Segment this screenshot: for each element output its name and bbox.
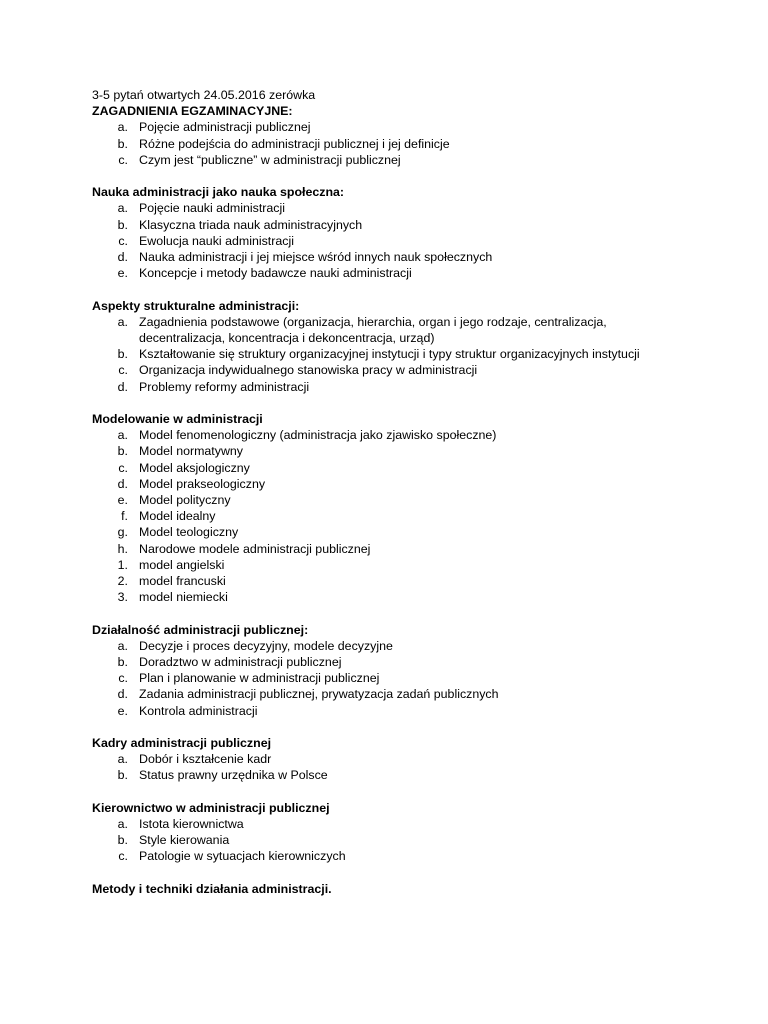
list-item <box>92 508 732 524</box>
list-marker: 2. <box>117 574 128 589</box>
list-item-text: model francuski <box>139 574 226 589</box>
list-marker: d. <box>117 250 128 265</box>
list-item-text: Model idealny <box>139 509 216 524</box>
list-item <box>92 573 732 589</box>
list-item <box>92 249 732 265</box>
list-item-text: Patologie w sytuacjach kierowniczych <box>139 849 346 864</box>
list-item-text: Organizacja indywidualnego stanowiska pracy w administracji <box>139 363 478 378</box>
list-item <box>92 152 732 168</box>
list-item-text: Różne podejścia do administracji publicznej i jej definicje <box>139 136 450 151</box>
list-item <box>92 136 732 152</box>
list-item <box>92 767 732 783</box>
list-item-text: Model aksjologiczny <box>139 460 250 475</box>
list-item <box>92 686 732 702</box>
list-item <box>92 751 732 767</box>
section-title: Metody i techniki działania administracji. <box>92 881 332 896</box>
list-marker: a. <box>117 638 128 653</box>
list-item-text: Doradztwo w administracji publicznej <box>139 655 342 670</box>
list-item <box>92 848 732 864</box>
list-item-text: model angielski <box>139 557 225 572</box>
list-item-text: Model prakseologiczny <box>139 476 266 491</box>
list-item <box>92 654 732 670</box>
list-item-text: Pojęcie administracji publicznej <box>139 120 311 135</box>
list-marker: b. <box>117 217 128 232</box>
list-marker: h. <box>117 541 128 556</box>
list-item-text: Klasyczna triada nauk administracyjnych <box>139 217 363 232</box>
list-marker: d. <box>117 379 128 394</box>
list-marker: a. <box>117 817 128 832</box>
section-nauka-administracji <box>92 184 732 281</box>
list-marker: a. <box>117 752 128 767</box>
list-marker: b. <box>117 833 128 848</box>
section-dzialalnosc <box>92 622 732 719</box>
list-item <box>92 476 732 492</box>
list-marker: e. <box>117 493 128 508</box>
list-marker: c. <box>118 671 128 686</box>
list-item <box>92 460 732 476</box>
list-marker: b. <box>117 136 128 151</box>
list-marker: c. <box>118 849 128 864</box>
list-marker: c. <box>118 363 128 378</box>
list-item-text: Zagadnienia podstawowe (organizacja, hierarchia, organ i jego rodzaje, centralizacja, <box>139 314 607 329</box>
list-item <box>92 492 732 508</box>
list-item <box>92 362 732 378</box>
list-item-text: Istota kierownictwa <box>139 817 244 832</box>
list-item-text: Kształtowanie się struktury organizacyjnej instytucji i typy struktur organizacyjnych instytucji <box>139 347 640 362</box>
list-item <box>92 314 732 346</box>
list-marker: c. <box>118 152 128 167</box>
list-marker: a. <box>117 314 128 329</box>
list-marker: e. <box>117 266 128 281</box>
list-item <box>92 217 732 233</box>
list-item-text: Pojęcie nauki administracji <box>139 201 286 216</box>
list-item <box>92 703 732 719</box>
section-title: Kierownictwo w administracji publicznej <box>92 800 330 815</box>
exam-topics-heading: ZAGADNIENIA EGZAMINACYJNE: <box>92 104 293 119</box>
list-marker: a. <box>117 201 128 216</box>
list-item-text: Model normatywny <box>139 444 243 459</box>
list-item-text: Decyzje i proces decyzyjny, modele decyzyjne <box>139 638 393 653</box>
list-marker: d. <box>117 476 128 491</box>
list-item-text: Koncepcje i metody badawcze nauki administracji <box>139 266 412 281</box>
list-marker: f. <box>121 509 128 524</box>
section-metody <box>92 881 732 897</box>
list-item <box>92 200 732 216</box>
list-item <box>92 265 732 281</box>
list-item-text: Dobór i kształcenie kadr <box>139 752 272 767</box>
list-item-text: Model polityczny <box>139 493 231 508</box>
list-item-text: Zadania administracji publicznej, prywatyzacja zadań publicznych <box>139 687 499 702</box>
list-item-text: Model fenomenologiczny (administracja jako zjawisko społeczne) <box>139 428 497 443</box>
list-item-text: Status prawny urzędnika w Polsce <box>139 768 328 783</box>
list-item-text-continuation: decentralizacja, koncentracja i dekoncentracja, urząd) <box>139 331 435 346</box>
list-item-text: Narodowe modele administracji publicznej <box>139 541 371 556</box>
list-item-text: Czym jest “publiczne” w administracji publicznej <box>139 152 401 167</box>
exam-info-line: 3-5 pytań otwartych 24.05.2016 zerówka <box>92 88 316 102</box>
list-marker: d. <box>117 687 128 702</box>
section-title: Kadry administracji publicznej <box>92 736 272 751</box>
section-kadry <box>92 735 732 784</box>
section-title: Nauka administracji jako nauka społeczna: <box>92 185 345 200</box>
section-modelowanie <box>92 411 732 605</box>
list-marker: c. <box>118 233 128 248</box>
list-item <box>92 589 732 605</box>
list-item <box>92 233 732 249</box>
list-marker: 1. <box>117 557 128 572</box>
list-marker: b. <box>117 444 128 459</box>
list-marker: b. <box>117 768 128 783</box>
list-item <box>92 427 732 443</box>
section-title: Modelowanie w administracji <box>92 412 263 427</box>
section-title: Działalność administracji publicznej: <box>92 622 309 637</box>
list-item-text: model niemiecki <box>139 590 228 605</box>
list-marker: a. <box>117 120 128 135</box>
list-marker: 3. <box>117 590 128 605</box>
section-kierownictwo <box>92 800 732 865</box>
section-aspekty-strukturalne <box>92 298 732 395</box>
list-item <box>92 670 732 686</box>
list-item <box>92 557 732 573</box>
list-marker: b. <box>117 347 128 362</box>
list-marker: c. <box>118 460 128 475</box>
list-item-text: Style kierowania <box>139 833 230 848</box>
list-item-text: Model teologiczny <box>139 525 239 540</box>
list-marker: e. <box>117 703 128 718</box>
document-body <box>92 87 732 897</box>
list-item-text: Kontrola administracji <box>139 703 258 718</box>
list-item-text: Ewolucja nauki administracji <box>139 233 294 248</box>
list-marker: g. <box>117 525 128 540</box>
intro-list <box>92 119 732 168</box>
list-item-text: Problemy reformy administracji <box>139 379 310 394</box>
list-marker: b. <box>117 655 128 670</box>
list-item <box>92 119 732 135</box>
list-item <box>92 541 732 557</box>
list-item <box>92 524 732 540</box>
list-item <box>92 638 732 654</box>
list-item <box>92 379 732 395</box>
list-item-text: Nauka administracji i jej miejsce wśród innych nauk społecznych <box>139 250 493 265</box>
list-item <box>92 346 732 362</box>
list-item <box>92 443 732 459</box>
list-item-text: Plan i planowanie w administracji publicznej <box>139 671 380 686</box>
section-title: Aspekty strukturalne administracji: <box>92 298 300 313</box>
list-item <box>92 816 732 832</box>
list-marker: a. <box>117 428 128 443</box>
list-item <box>92 832 732 848</box>
